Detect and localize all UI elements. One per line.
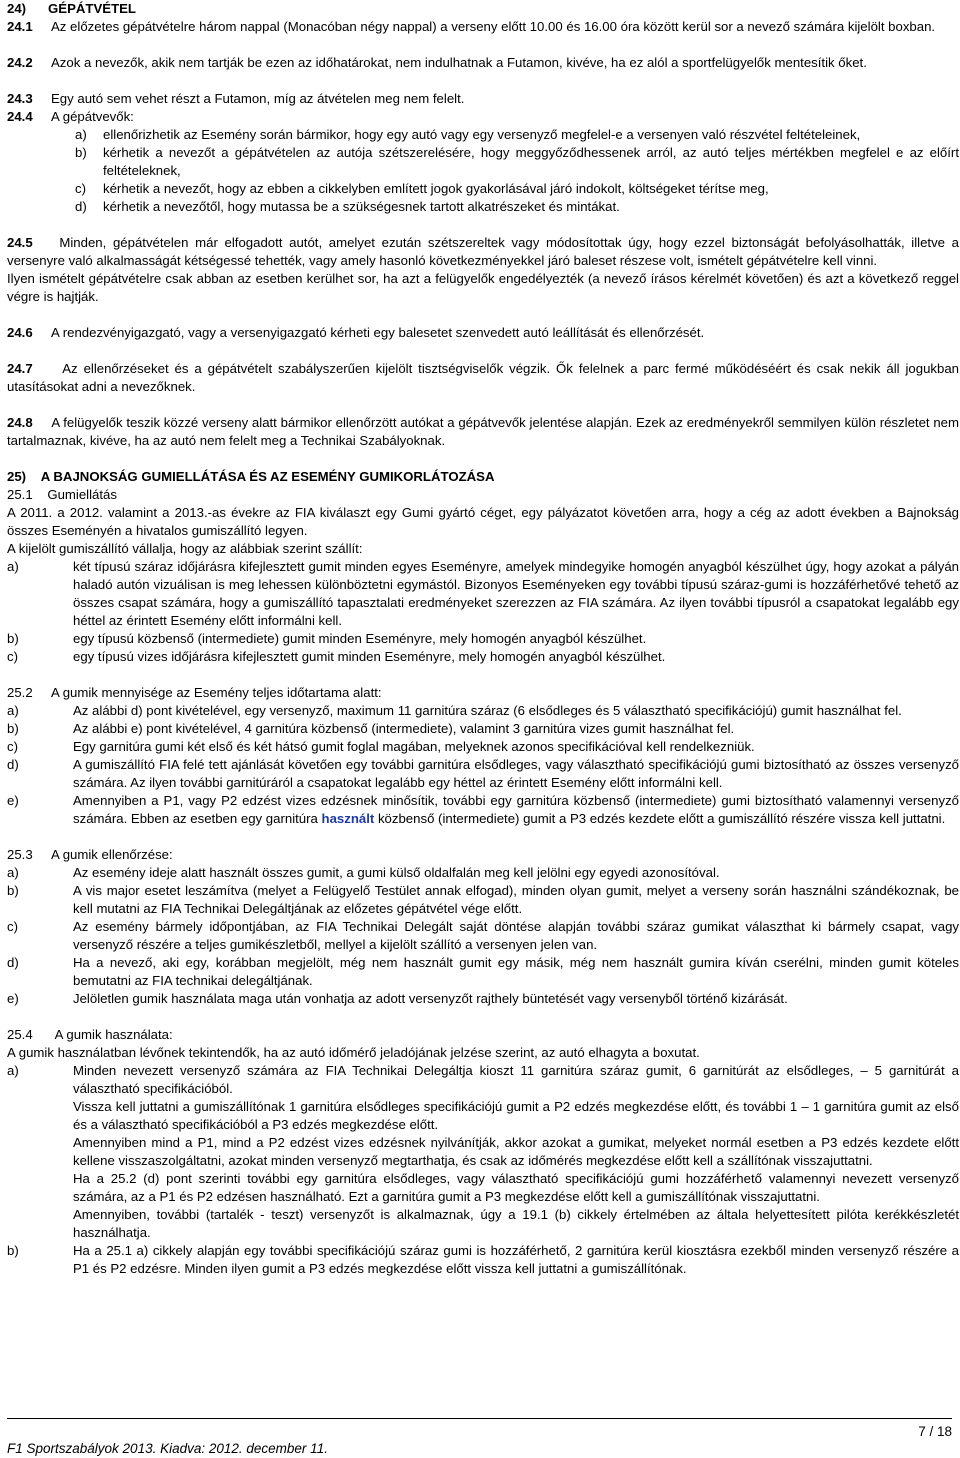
para-24-6	[7, 324, 959, 342]
list-item: e) Jelöletlen gumik használata maga után vonhatja az adott versenyzőt rajthely büntetését vagy versenyből történő kizárását.	[7, 991, 788, 1006]
para-25-4-heading: 25.4 A gumik használata:	[7, 1027, 173, 1042]
para-24-5b: Ilyen ismételt gépátvételre csak abban az esetben kerülhet sor, ha azt a felügyelők engedélyezték (a nevező írásos kérelmét követően) és azt a következő reggel végre is hajtják.	[7, 271, 959, 304]
footer-document-title: F1 Sportszabályok 2013. Kiadva: 2012. december 11.	[7, 1441, 328, 1456]
section-24-title: 24) GÉPÁTVÉTEL	[7, 1, 136, 16]
para-24-2-num: 24.2	[7, 55, 33, 70]
document-page	[7, 0, 959, 1278]
list-item: a) két típusú száraz időjárásra kifejlesztett gumit minden egyes Eseményre, amelyek mindegyike homogén anyagból készülhet úgy, hogy azokat a pályán haladó autón vizuálisan is meg lehessen különböztetni egymástól. Bizonyos Eseményeken egy további típusú száraz-gumi is hozzáférhetővé tehető az összes csapat számára, hogy a gumiszállító tapasztalati eredményeket szerezzen az FIA számára. Az ilyen további típusról a csapatokat legalább egy héttel az érintett Esemény előtt informálni kell.	[7, 559, 959, 628]
para-24-7	[7, 360, 959, 396]
list-item: b) Az alábbi e) pont kivételével, 4 garnitúra közbenső (intermediete), valamint 3 garnitúra vizes gumit használhat fel.	[7, 721, 735, 736]
list-item: a) ellenőrizhetik az Esemény során bármikor, hogy egy autó vagy egy versenyző megfelel-e a versenyen való részvétel feltételeinek,	[75, 127, 861, 142]
list-item: c) Az esemény bármely időpontjában, az FIA Technikai Delegált saját döntése alapján további száraz gumikat választhat ki bármely csapat, vagy versenyző részére a teljes gumikészletből, mellyel a kijelölt szállító a versenyen jelen van.	[7, 919, 959, 952]
para-24-1	[7, 18, 959, 36]
para-25-3-heading: 25.3 A gumik ellenőrzése:	[7, 847, 173, 862]
list-item: b) Ha a 25.1 a) cikkely alapján egy további specifikációjú száraz gumi is hozzáférhető, 2 garnitúra kerül kiosztásra ezekből minden versenyző részére a P1 és P2 edzésre. Minden ilyen gumit a P3 edzés megkezdése előtt vissza kell juttatni a gumiszállítónak.	[7, 1243, 959, 1276]
para-24-4	[7, 108, 959, 126]
list-item: a) Az alábbi d) pont kivételével, egy versenyző, maximum 11 garnitúra száraz (6 elsődleges és 5 választható specifikációjú) gumit használhat fel.	[7, 703, 902, 718]
para-25-4-a: A gumik használatban lévőnek tekintendők, ha az autó időmérő jeladójának jelzése szerint, az autó elhagyta a boxutat.	[7, 1045, 700, 1060]
list-item: c) kérhetik a nevezőt, hogy az ebben a cikkelyben említett jogok gyakorlásával járó indokolt, költségeket térítse meg,	[75, 181, 769, 196]
para-24-7-text: Az ellenőrzéseket és a gépátvételt szabályszerűen kijelölt tisztségviselők végzik. Ők felelnek a parc fermé működéséért és csak nekik áll jogukban utasításokat adni a nevezőknek.	[7, 361, 960, 394]
para-24-8-num: 24.8	[7, 415, 33, 430]
para-24-5-text: Minden, gépátvételen már elfogadott autót, amelyet ezután szétszereltek vagy módosítottak úgy, hogy ezzel biztonságát befolyásolhatták, illetve a versenyre való alkalmasságát kétségessé tehették, vagy amely hasonló következményekkel járó baleset részese volt, ismételt gépátvételre kell vinni.	[7, 235, 960, 268]
section-25-title: 25) A BAJNOKSÁG GUMIELLÁTÁSA ÉS AZ ESEMÉNY GUMIKORLÁTOZÁSA	[7, 469, 495, 484]
list-item: b) A vis major esetet leszámítva (melyet a Felügyelő Testület annak elfogad), minden olyan gumit, melyet a verseny során használni szándékoznak, be kell mutatni az FIA Technikai Delegáltjának az előzetes gépátvétel vége előtt.	[7, 883, 959, 916]
para-25-1-heading: 25.1 Gumiellátás	[7, 487, 117, 502]
list-item: a) Az esemény ideje alatt használt összes gumit, a gumi külső oldalfalán meg kell jelölni egy egyedi azonosítóval.	[7, 865, 720, 880]
para-24-3	[7, 90, 959, 108]
para-24-2-text: Azok a nevezők, akik nem tartják be ezen az időhatárokat, nem indulhatnak a Futamon, kivéve, ha ez alól a sportfelügyelők mentesítik őket.	[51, 55, 867, 70]
para-24-7-num: 24.7	[7, 361, 33, 376]
page-footer	[7, 1418, 952, 1457]
para-24-1-num: 24.1	[7, 19, 33, 34]
list-25-4	[7, 1062, 959, 1278]
list-25-2	[7, 702, 959, 828]
para-24-1-text: Az előzetes gépátvételre három nappal (Monacóban négy nappal) a verseny előtt 10.00 és 16.00 óra között kerül sor a nevező számára kijelölt boxban.	[51, 19, 936, 34]
para-24-3-num: 24.3	[7, 91, 33, 106]
para-25-1-a: A 2011. a 2012. valamint a 2013.-as évekre az FIA kiválaszt egy Gumi gyártó céget, egy pályázatot követően arra, hogy a cég az adott években a Bajnokság összes Eseményén a hivatalos gumiszállító legyen.	[7, 505, 959, 538]
para-24-5-num: 24.5	[7, 235, 33, 250]
list-item: e) Amennyiben a P1, vagy P2 edzést vizes edzésnek minősítik, további egy garnitúra közbenső (intermediete) gumi biztosítható valamennyi versenyző számára. Ebben az esetben egy garnitúra használt közbenső (intermediete) gumit a P3 edzés kezdete előtt a gumiszállító részére vissza kell juttatni.	[7, 793, 959, 826]
highlighted-word: használt	[321, 811, 375, 826]
list-item: d) kérhetik a nevezőtől, hogy mutassa be a szükségesnek tartott alkatrészeket és mintákat.	[75, 199, 620, 214]
list-item: b) egy típusú közbenső (intermediete) gumit minden Eseményre, mely homogén anyagból készülhet.	[7, 631, 647, 646]
para-24-3-text: Egy autó sem vehet részt a Futamon, míg az átvételen meg nem felelt.	[51, 91, 465, 106]
list-item: b) kérhetik a nevezőt a gépátvételen az autója szétszerelésére, hogy meggyőződhessenek arról, az autó teljes mértékben megfelel e az előírt feltételeknek,	[75, 145, 959, 178]
list-item: a) Minden nevezett versenyző számára az FIA Technikai Delegáltja kioszt 11 garnitúra száraz gumit, 6 garnitúrát az elsődleges, – 5 garnitúrát a választható specifikációból. Vissza kell juttatni a gumiszállítónak 1 garnitúra elsődleges specifikációjú gumit a P2 edzés megkezdése előtt, és további 1 – 1 garnitúra gumit az első és a választható specifikációból a P3 edzés megkezdése előtt. Amennyiben mind a P1, mind a P2 edzést vizes edzésnek nyilvánítják, akkor azokat a gumikat, melyeket normál esetben a P3 edzés kezdete előtt kellene visszaszolgáltatni, azokat minden versenyző megtarthatja, és csak az időmérés megkezdése előtt kell a szállítónak visszajuttatni. Ha a 25.2 (d) pont szerinti további egy garnitúra elsődleges, vagy választható specifikációjú gumi hozzáférhető valamennyi nevezett versenyző számára, az a P1 és P2 edzésen használható. Ezt a garnitúra gumit a P3 megkezdése előtt kell a gumiszállítónak visszajuttatni. Amennyiben, további (tartalék - teszt) versenyzőt is alkalmaznak, úgy a 19.1 (b) cikkely értelmében az általa helyettesített pilóta kerékkészletét használhatja.	[7, 1063, 959, 1240]
para-25-2-heading: 25.2 A gumik mennyisége az Esemény teljes időtartama alatt:	[7, 685, 382, 700]
list-item: d) A gumiszállító FIA felé tett ajánlását követően egy további garnitúra elsődleges, vagy választható specifikációjú gumi biztosítható az összes versenyző számára. Az ilyen további garnitúráról a csapatokat legalább egy héttel az érintett Esemény előtt informálni kell.	[7, 757, 959, 790]
para-24-4-num: 24.4	[7, 109, 33, 124]
list-24-4	[75, 126, 959, 216]
para-24-6-num: 24.6	[7, 325, 33, 340]
para-24-2	[7, 54, 959, 72]
para-24-5	[7, 234, 959, 270]
para-24-8-text: A felügyelők teszik közzé verseny alatt bármikor ellenőrzött autókat a gépátvevők jelentése alapján. Ezek az eredményekről semmilyen külön részletet nem tartalmaznak, kivéve, ha az autó nem felelt meg a Technikai Szabályoknak.	[7, 415, 959, 448]
page-number: 7 / 18	[918, 1424, 952, 1439]
para-25-1-b: A kijelölt gumiszállító vállalja, hogy az alábbiak szerint szállít:	[7, 541, 363, 556]
list-item: d) Ha a nevező, aki egy, korábban megjelölt, még nem használt gumit egy másik, még nem használt gumira kíván cserélni, minden gumit köteles bemutatni az FIA technikai delegáltjának.	[7, 955, 959, 988]
list-25-3	[7, 864, 959, 1008]
para-24-6-text: A rendezvényigazgató, vagy a versenyigazgató kérheti egy balesetet szenvedett autó leállítását és ellenőrzését.	[51, 325, 705, 340]
list-item: c) Egy garnitúra gumi két első és két hátsó gumit foglal magában, melyeknek azonos specifikációval kell rendelkezniük.	[7, 739, 755, 754]
list-item: c) egy típusú vizes időjárásra kifejlesztett gumit minden Eseményre, mely homogén anyagból készülhet.	[7, 649, 666, 664]
para-24-4-text: A gépátvevők:	[51, 109, 134, 124]
para-24-8	[7, 414, 959, 450]
list-25-1	[7, 558, 959, 666]
